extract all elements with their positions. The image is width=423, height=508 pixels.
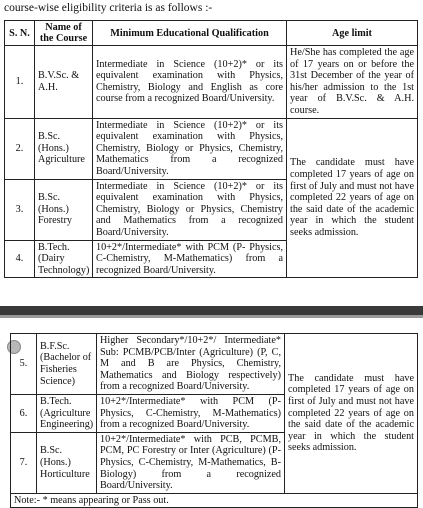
row-course: B.Sc. (Hons.) Agriculture	[35, 118, 93, 179]
note-row	[11, 493, 418, 508]
header-sn: S. N.	[5, 21, 35, 46]
row-qualification: 10+2*/Intermediate* with PCB, PCMB, PCM, PC Forestry or Inter (Agriculture) (P- Physics, C-Chemistry, M-Mathematics, B-Biology) from a recognized Board/University.	[97, 432, 285, 493]
page-break-bar	[0, 306, 423, 315]
row-qualification: Higher Secondary*/10+2*/ Intermediate* Sub: PCMB/PCB/Inter (Agriculture) (P, C, M and B are Physics, Chemistry, Mathematics and Biology respectively) from a recognized Board/University.	[97, 334, 285, 395]
row-course: B.Sc. (Hons.) Horticulture	[37, 432, 97, 493]
page-break-shadow	[0, 315, 423, 318]
table-row	[5, 118, 418, 179]
table-row	[5, 46, 418, 119]
shared-age-limit: The candidate must have completed 17 years of age on first of July and must not have completed 22 years of age on the said date of the academic year in which the student seeks admission.	[285, 334, 418, 494]
row-course: B.Tech. (Dairy Technology)	[35, 240, 93, 278]
row-course: B.F.Sc. (Bachelor of Fisheries Science)	[37, 334, 97, 395]
header-qualification: Minimum Educational Qualification	[93, 21, 287, 46]
row-sn: 4.	[5, 240, 35, 278]
row-sn: 1.	[5, 46, 35, 119]
eligibility-table-part-2	[10, 333, 418, 508]
shared-age-limit: The candidate must have completed 17 years of age on first of July and must not have completed 22 years of age on the said date of the academic year in which the student seeks admission.	[287, 118, 418, 278]
row-qualification: 10+2*/Intermediate* with PCM (P- Physics, C-Chemistry, M-Mathematics) from a recognized Board/University.	[97, 394, 285, 432]
header-course: Name of the Course	[35, 21, 93, 46]
header-age: Age limit	[287, 21, 418, 46]
eligibility-table-part-1	[4, 20, 418, 278]
row-sn: 6.	[11, 394, 37, 432]
row-course: B.Tech. (Agriculture Engineering)	[37, 394, 97, 432]
row-course: B.V.Sc. & A.H.	[35, 46, 93, 119]
row-qualification: 10+2*/Intermediate* with PCM (P- Physics, C-Chemistry, M-Mathematics) from a recognized Board/University.	[93, 240, 287, 278]
row-sn: 3.	[5, 179, 35, 240]
intro-text: course-wise eligibility criteria is as follows :-	[4, 2, 213, 14]
row-sn: 7.	[11, 432, 37, 493]
table-note: Note:- * means appearing or Pass out.	[11, 493, 418, 508]
row-qualification: Intermediate in Science (10+2)* or its equivalent examination with Physics, Chemistry, Biology and English as core course from a recognized Board/University.	[93, 46, 287, 119]
row-course: B.Sc. (Hons.) Forestry	[35, 179, 93, 240]
row-qualification: Intermediate in Science (10+2)* or its equivalent examination with Physics, Chemistry, Biology or Physics, Chemistry, Mathematics from a recognized Board/University.	[93, 118, 287, 179]
row-sn: 5.	[11, 334, 37, 395]
table-header-row	[5, 21, 418, 46]
table-row	[11, 334, 418, 395]
row-qualification: Intermediate in Science (10+2)* or its equivalent examination with Physics, Chemistry, Biology or Physics, Chemistry and Mathematics from a recognized Board/University.	[93, 179, 287, 240]
row-sn: 2.	[5, 118, 35, 179]
row-age-limit: He/She has completed the age of 17 years on or before the 31st December of the year of his/her admission to the 1st year of B.V.Sc. & A.H. course.	[287, 46, 418, 119]
